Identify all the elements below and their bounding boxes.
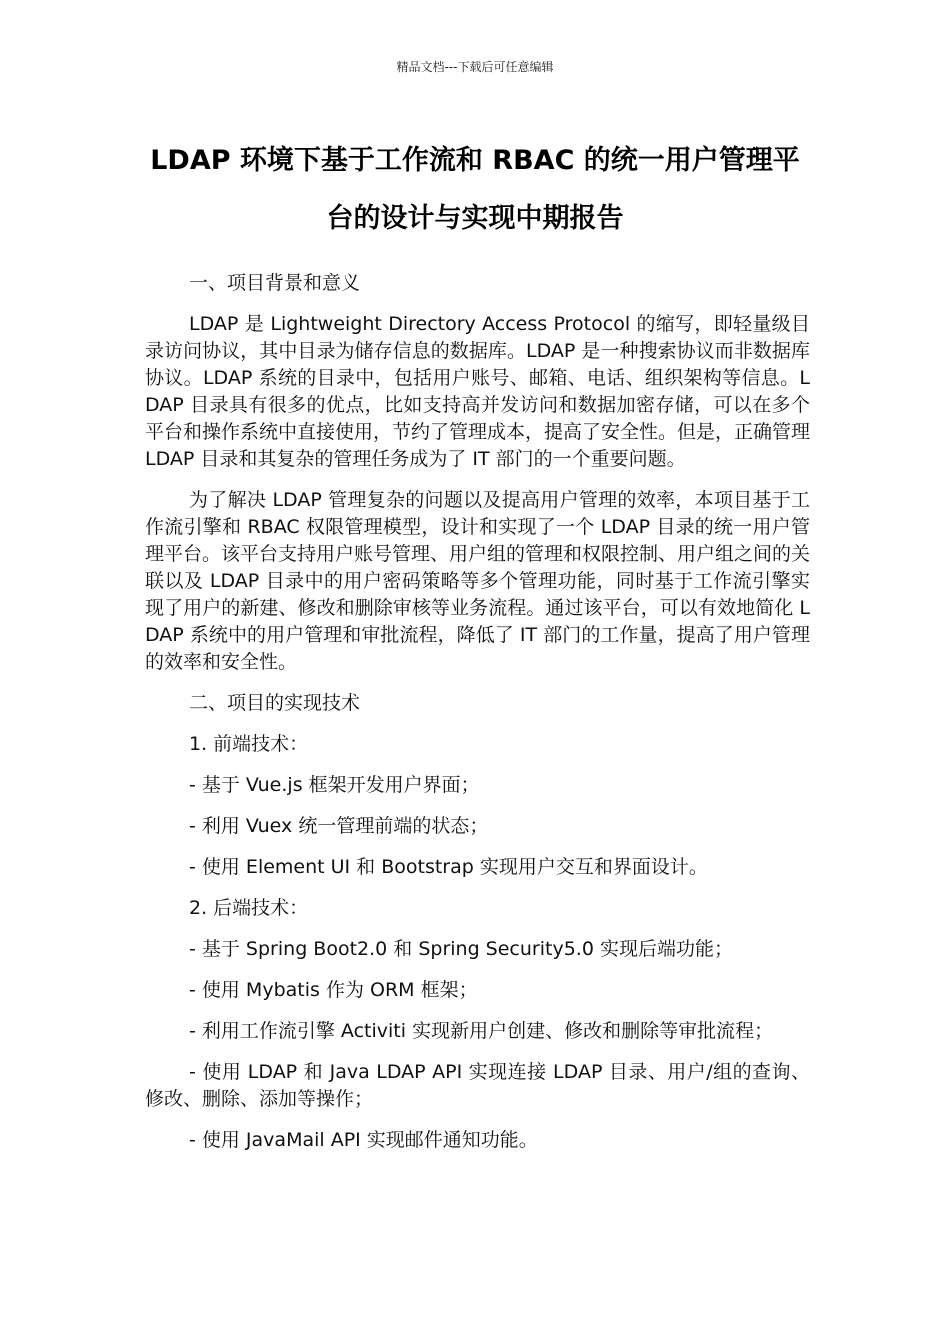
list-item-vue: - 基于 Vue.js 框架开发用户界面； — [189, 774, 480, 796]
section-heading-technology: 二、项目的实现技术 — [189, 692, 361, 714]
document-title-line-1: LDAP 环境下基于工作流和 RBAC 的统一用户管理平 — [150, 145, 800, 176]
list-item-ldap-api: - 使用 LDAP 和 Java LDAP API 实现连接 LDAP 目录、用户/组的查询、修改、删除、添加等操作； — [145, 1061, 810, 1110]
section-heading-background: 一、项目背景和意义 — [189, 272, 361, 294]
header-note: 精品文档---下载后可任意编辑 — [396, 60, 554, 74]
paragraph-project-purpose: 为了解决 LDAP 管理复杂的问题以及提高用户管理的效率，本项目基于工作流引擎和 RBAC 权限管理模型，设计和实现了一个 LDAP 目录的统一用户管理平台。该平台支持用户账号管理、用户组的管理和权限控制、用户组之间的关联以及 LDAP 目录中的用户密码策略等多个管理功能，同时基于工作流引擎实现了用户的新建、修改和删除审核等业务流程。通过该平台，可以有效地简化 LDAP 系统中的用户管理和审批流程，降低了 IT 部门的工作量，提高了用户管理的效率和安全性。 — [145, 489, 811, 673]
subheading-backend: 2. 后端技术： — [189, 897, 309, 919]
document-title — [120, 132, 830, 248]
list-item-activiti: - 利用工作流引擎 Activiti 实现新用户创建、修改和删除等审批流程； — [189, 1020, 774, 1042]
list-item-javamail: - 使用 JavaMail API 实现邮件通知功能。 — [189, 1129, 538, 1151]
paragraph-ldap-intro: LDAP 是 Lightweight Directory Access Protocol 的缩写，即轻量级目录访问协议，其中目录为储存信息的数据库。LDAP 是一种搜索协议而非数据库协议。LDAP 系统的目录中，包括用户账号、邮箱、电话、组织架构等信息。LDAP 目录具有很多的优点，比如支持高并发访问和数据加密存储，可以在多个平台和操作系统中直接使用，节约了管理成本，提高了安全性。但是，正确管理 LDAP 目录和其复杂的管理任务成为了 IT 部门的一个重要问题。 — [145, 313, 811, 470]
document-title-line-2: 台的设计与实现中期报告 — [326, 203, 624, 234]
list-item-element-ui: - 使用 Element UI 和 Bootstrap 实现用户交互和界面设计。 — [189, 856, 708, 878]
list-item-vuex: - 利用 Vuex 统一管理前端的状态； — [189, 815, 489, 837]
subheading-frontend: 1. 前端技术： — [189, 733, 309, 755]
document-body — [145, 270, 810, 1168]
list-item-spring: - 基于 Spring Boot2.0 和 Spring Security5.0 实现后端功能； — [189, 938, 733, 960]
list-item-mybatis: - 使用 Mybatis 作为 ORM 框架； — [189, 979, 478, 1001]
